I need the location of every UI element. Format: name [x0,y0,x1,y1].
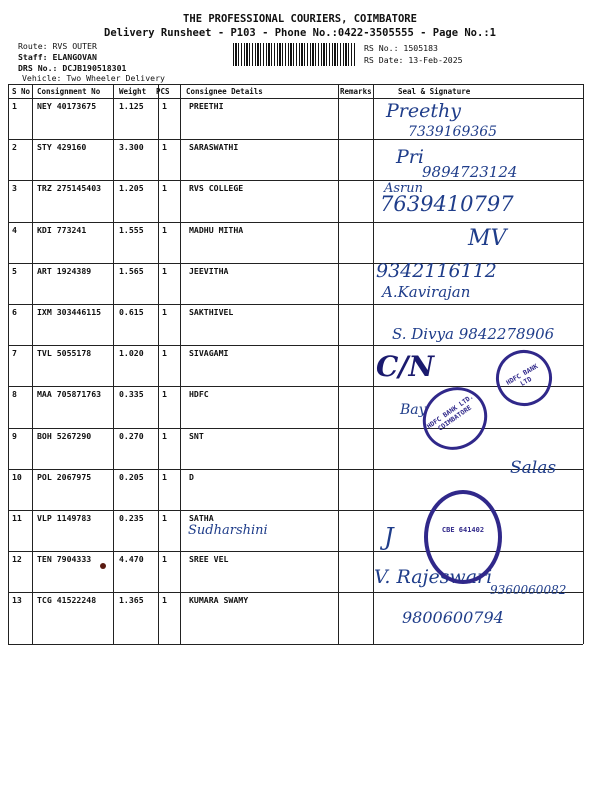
cell-weight: 1.365 [119,595,144,606]
rs-number: RS No.: 1505183 [364,43,438,53]
col-divider [180,84,181,644]
col-divider [113,84,114,644]
stamp-text: CBE 641402 [441,526,485,534]
cell-consignment: KDI 773241 [37,224,87,235]
cell-sno: 1 [12,101,17,111]
cell-pcs: 1 [162,389,167,400]
cell-pcs: 1 [162,224,167,235]
cell-weight: 0.235 [119,513,144,523]
cell-consignee: PREETHI [189,101,224,111]
phone-13: 9800600794 [402,608,504,627]
runsheet-subtitle: Delivery Runsheet - P103 - Phone No.:0422-3505555 - Page No.:1 [104,27,496,39]
cell-consignee: SATHA [189,513,214,523]
cell-pcs: 1 [162,595,167,606]
phone-1: 7339169365 [408,124,498,140]
cell-weight: 1.020 [119,348,144,359]
cell-consignee: SREE VEL [189,554,229,565]
cell-weight: 1.555 [119,224,144,235]
phone-12: 9360060082 [490,583,567,597]
cell-pcs: 1 [162,471,167,482]
col-divider [32,84,33,644]
cell-pcs: 1 [162,183,167,194]
ink-mark [100,563,106,569]
cell-weight: 0.270 [119,430,144,441]
drs-number: DRS No.: DCJB190518301 [18,63,127,73]
signature-6: S. Divya 9842278906 [392,325,555,343]
stamp-text: HDFC BANK LTD. COIMBATORE [425,392,475,433]
cell-sno: 10 [12,471,22,482]
cell-consignee: SAKTHIVEL [189,307,234,317]
cell-pcs: 1 [162,307,167,317]
col-divider [583,84,584,644]
cell-sno: 13 [12,595,22,606]
cell-consignee: SNT [189,430,204,441]
company-title: THE PROFESSIONAL COURIERS, COIMBATORE [183,13,417,25]
col-header-remarks: Remarks [340,87,372,96]
cell-consignment: ART 1924389 [37,265,92,276]
cell-consignment: VLP 1149783 [37,513,92,523]
cell-consignee: MADHU MITHA [189,224,244,235]
cell-pcs: 1 [162,554,167,565]
cell-weight: 0.205 [119,471,144,482]
row-divider [8,428,583,429]
col-header-sno: S No [12,87,31,96]
cell-weight: 0.335 [119,389,144,400]
phone-5: 9342116112 [376,260,497,282]
cell-pcs: 1 [162,101,167,111]
signature-4: MV [468,226,507,251]
cell-consignee: HDFC [189,389,209,400]
cell-sno: 6 [12,307,17,317]
cell-consignment: TEN 7904333 [37,554,92,565]
cell-pcs: 1 [162,513,167,523]
consignee-note-11: Sudharshini [188,523,268,538]
cell-weight: 4.470 [119,554,144,565]
phone-3: 7639410797 [380,192,514,216]
cell-consignee: JEEVITHA [189,265,229,276]
staff-label: Staff: ELANGOVAN [18,52,97,62]
cell-sno: 8 [12,389,17,400]
col-divider [338,84,339,644]
rs-date: RS Date: 13-Feb-2025 [364,55,463,65]
signature-8: Bay [400,402,427,418]
row-divider [8,304,583,305]
cell-weight: 0.615 [119,307,144,317]
cell-consignment: BOH 5267290 [37,430,92,441]
cell-weight: 1.205 [119,183,144,194]
barcode [233,43,355,66]
route-label: Route: RVS OUTER [18,41,97,51]
col-header-consignment: Consignment No [37,87,101,96]
table-border [8,84,583,85]
row-divider [8,222,583,223]
cell-pcs: 1 [162,265,167,276]
signature-2: Pri [396,146,424,168]
signature-10: Salas [510,458,557,478]
cell-consignee: RVS COLLEGE [189,183,244,194]
college-seal [424,490,502,584]
cell-consignee: SIVAGAMI [189,348,229,359]
cell-pcs: 1 [162,430,167,441]
stamp-text: HDFC BANK LTD [504,362,540,388]
table-border [8,644,583,645]
cell-consignment: TCG 41522248 [37,595,97,606]
cell-sno: 12 [12,554,22,565]
cell-pcs: 1 [162,348,167,359]
signature-3: Asrun [384,181,424,196]
phone-2: 9894723124 [422,163,518,181]
header-divider [8,98,583,99]
cell-consignee: SARASWATHI [189,142,239,153]
cell-consignment: MAA 705871763 [37,389,102,400]
col-header-pcs: PCS [156,87,170,96]
signature-11: J [384,523,394,551]
cell-weight: 1.565 [119,265,144,276]
col-header-weight: Weight [119,87,147,96]
cell-consignment: NEY 40173675 [37,101,97,111]
cell-consignment: POL 2067975 [37,471,92,482]
cell-sno: 5 [12,265,17,276]
signature-12: V. Rajeswari [374,566,493,588]
col-divider [158,84,159,644]
cell-consignee: KUMARA SWAMY [189,595,249,606]
signature-7: C/N [376,350,435,383]
row-divider [8,345,583,346]
col-header-signature: Seal & Signature [398,87,471,96]
cell-sno: 2 [12,142,17,153]
cell-sno: 4 [12,224,17,235]
cell-consignment: TVL 5055178 [37,348,92,359]
cell-consignment: IXM 303446115 [37,307,102,317]
cell-consignment: TRZ 275145403 [37,183,102,194]
cell-weight: 1.125 [119,101,144,111]
signature-5: A.Kavirajan [382,283,471,301]
cell-pcs: 1 [162,142,167,153]
col-divider [8,84,9,644]
col-divider [373,84,374,644]
cell-sno: 9 [12,430,17,441]
cell-sno: 7 [12,348,17,359]
cell-weight: 3.300 [119,142,144,153]
cell-consignee: D [189,471,194,482]
row-divider [8,469,583,470]
col-header-consignee: Consignee Details [186,87,263,96]
cell-consignment: STY 429160 [37,142,87,153]
cell-sno: 11 [12,513,22,523]
vehicle-label: Vehicle: Two Wheeler Delivery [22,73,165,83]
signature-1: Preethy [386,100,461,122]
cell-sno: 3 [12,183,17,194]
